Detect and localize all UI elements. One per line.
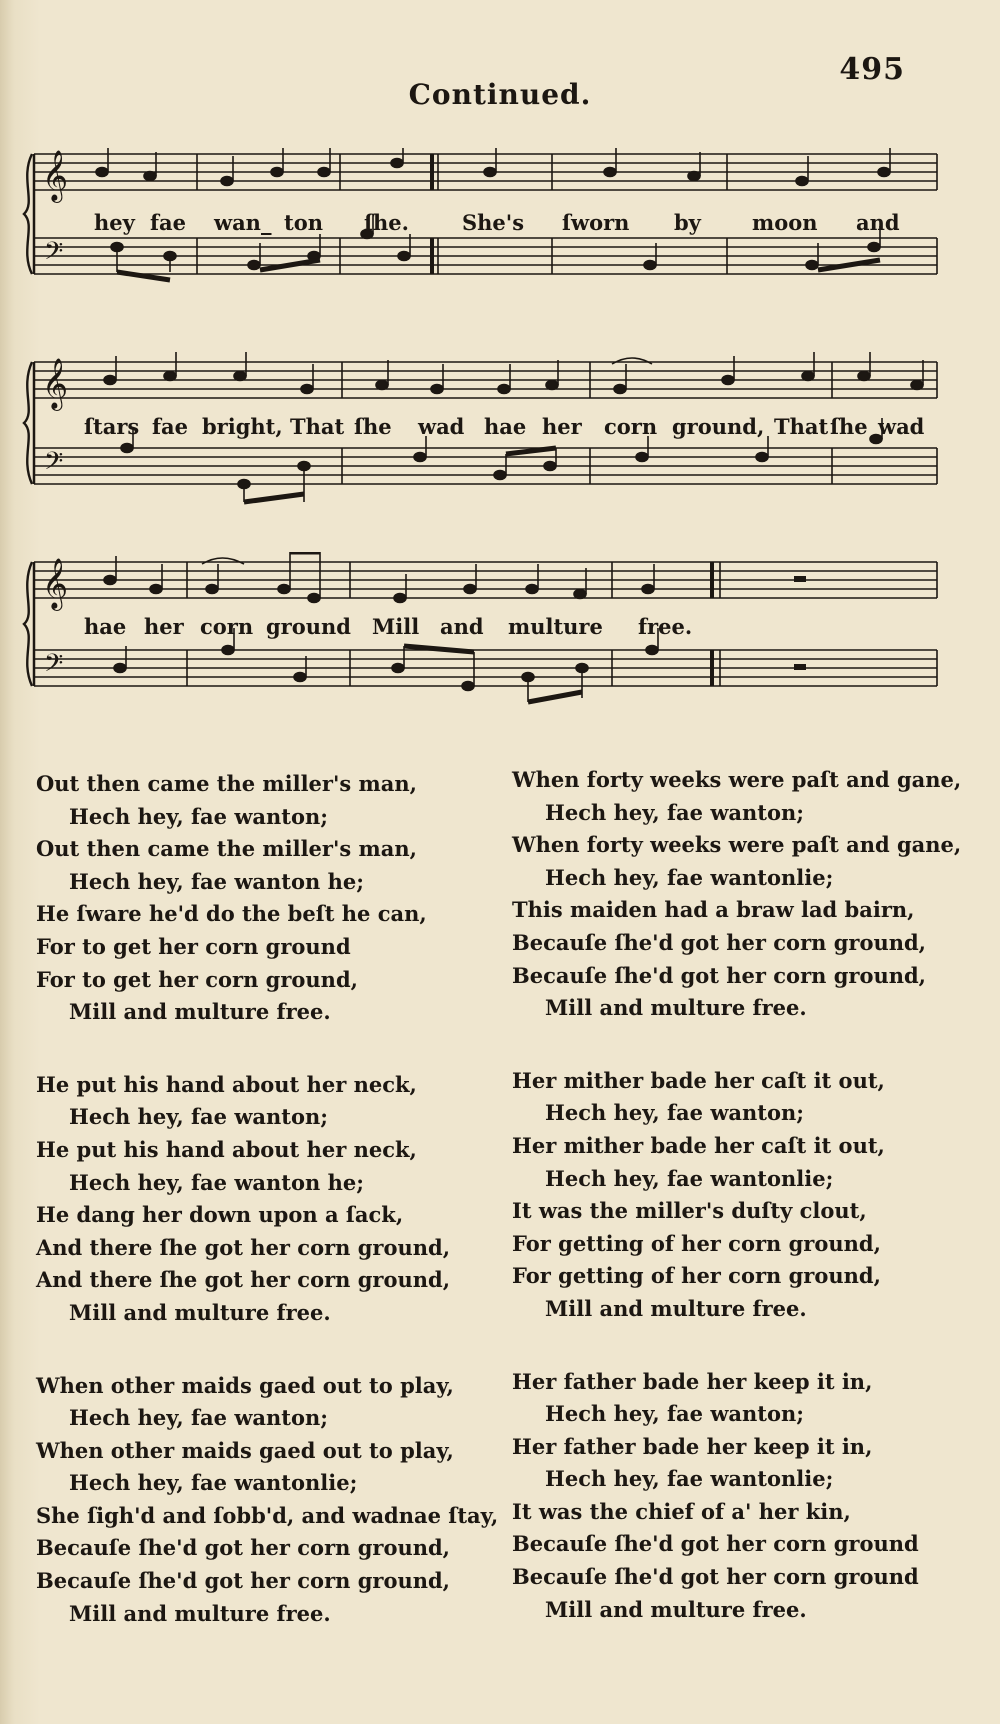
verse-line: Hech hey, fae wanton;: [545, 799, 805, 825]
verse-line: Mill and multure free.: [545, 1295, 807, 1321]
verse-line: Becauſe ſhe'd got her corn ground: [512, 1531, 919, 1557]
stanza: [36, 1370, 499, 1631]
verse-line: Hech hey, fae wanton;: [545, 1401, 805, 1427]
verse-line: For getting of her corn ground,: [512, 1263, 881, 1289]
verse-line: Becauſe ſhe'd got her corn ground: [512, 1564, 919, 1590]
lyric-syllable: wan_: [214, 210, 272, 235]
lyric-syllable: her: [542, 414, 582, 439]
svg-text:𝄞: 𝄞: [42, 358, 69, 409]
verse-line: Her father bade her keep it in,: [512, 1433, 873, 1459]
verse-line: Becauſe ſhe'd got her corn ground,: [512, 962, 926, 988]
verse-line: Mill and multure free.: [69, 1600, 331, 1626]
svg-text:𝄢: 𝄢: [44, 237, 64, 272]
lyric-syllable: hae: [484, 414, 527, 439]
lyric-syllable: ſhe.: [364, 210, 409, 235]
verse-line: She ſigh'd and ſobb'd, and wadnae ſtay,: [36, 1502, 499, 1528]
verse-line: Hech hey, fae wanton;: [69, 1405, 329, 1431]
verse-line: Hech hey, fae wanton he;: [69, 1169, 364, 1195]
lyric-syllable: corn: [604, 414, 658, 439]
stanza: [512, 764, 962, 1025]
verse-line: For to get her corn ground: [36, 933, 351, 959]
verse-line: He dang her down upon a ſack,: [36, 1202, 404, 1228]
lyric-syllable: hey: [94, 210, 135, 235]
page-number: 495: [839, 52, 905, 87]
music-system-2: [22, 352, 942, 522]
verse-column-right: [512, 764, 962, 1666]
verse-line: Becauſe ſhe'd got her corn ground,: [36, 1568, 450, 1594]
svg-text:𝄢: 𝄢: [44, 447, 64, 482]
lyric-syllable: ſworn: [562, 210, 630, 235]
verse-line: He put his hand about her neck,: [36, 1071, 417, 1097]
verse-line: Hech hey, fae wanton;: [69, 803, 329, 829]
verse-line: For to get her corn ground,: [36, 966, 358, 992]
lyric-syllable: bright,: [202, 414, 283, 439]
lyric-syllable: Mill: [372, 614, 420, 639]
verse-line: Her father bade her keep it in,: [512, 1368, 873, 1394]
lyric-syllable: free.: [638, 614, 693, 639]
verse-line: Her mither bade her caſt it out,: [512, 1067, 885, 1093]
verse-line: And there ſhe got her corn ground,: [36, 1234, 451, 1260]
verse-line: When other maids gaed out to play,: [36, 1372, 454, 1398]
verse-line: Mill and multure free.: [545, 995, 807, 1021]
verse-line: He put his hand about her neck,: [36, 1136, 417, 1162]
lyric-syllable: fae: [150, 210, 187, 235]
stanza: [512, 1366, 952, 1627]
lyric-syllable: corn: [200, 614, 254, 639]
lyric-syllable: ſhe: [354, 414, 392, 439]
lyric-syllable: by: [674, 210, 701, 235]
verse-line: Mill and multure free.: [69, 999, 331, 1025]
verse-line: And there ſhe got her corn ground,: [36, 1267, 451, 1293]
verse-line: He ſware he'd do the beſt he can,: [36, 901, 427, 927]
lyric-syllable: That: [774, 414, 829, 439]
lyric-syllable: ton: [284, 210, 323, 235]
lyric-syllable: She's: [462, 210, 525, 235]
lyric-syllable: hae: [84, 614, 127, 639]
lyric-syllable: ſhe: [830, 414, 868, 439]
verse-line: It was the miller's duſty clout,: [512, 1198, 867, 1224]
verse-line: Becauſe ſhe'd got her corn ground,: [36, 1535, 450, 1561]
verse-line: For getting of her corn ground,: [512, 1230, 881, 1256]
verse-line: Her mither bade her caſt it out,: [512, 1132, 885, 1158]
lyric-syllable: wad: [878, 414, 925, 439]
verse-line: This maiden had a braw lad bairn,: [512, 897, 915, 923]
verse-line: Out then came the miller's man,: [36, 836, 417, 862]
verse-line: Mill and multure free.: [69, 1299, 331, 1325]
lyric-syllable: and: [856, 210, 900, 235]
page-heading: Continued.: [408, 78, 592, 111]
verse-line: Hech hey, fae wantonlie;: [69, 1470, 358, 1496]
lyric-syllable: fae: [152, 414, 189, 439]
verse-line: It was the chief of a' her kin,: [512, 1498, 851, 1524]
lyric-syllable: ground,: [672, 414, 765, 439]
verse-line: When other maids gaed out to play,: [36, 1437, 454, 1463]
verse-column-left: [36, 768, 499, 1670]
lyric-syllable: and: [440, 614, 484, 639]
verse-line: Hech hey, fae wanton;: [545, 1100, 805, 1126]
svg-text:𝄞: 𝄞: [42, 558, 69, 609]
svg-text:𝄢: 𝄢: [44, 649, 64, 684]
lyric-syllable: That: [290, 414, 345, 439]
lyric-syllable: her: [144, 614, 184, 639]
lyric-syllable: multure: [508, 614, 603, 639]
lyric-syllable: moon: [752, 210, 818, 235]
stanza: [512, 1065, 952, 1326]
svg-text:𝄞: 𝄞: [42, 150, 69, 201]
verse-line: When forty weeks were paſt and gane,: [512, 832, 962, 858]
verse-line: Becauſe ſhe'd got her corn ground,: [512, 929, 926, 955]
stanza: [36, 768, 476, 1029]
lyric-syllable: ground: [266, 614, 351, 639]
lyric-syllable: wad: [418, 414, 465, 439]
music-system-1: [22, 148, 942, 308]
verse-line: Hech hey, fae wantonlie;: [545, 1165, 834, 1191]
lyric-syllable: ſtars: [84, 414, 140, 439]
verse-line: Out then came the miller's man,: [36, 771, 417, 796]
verse-line: Hech hey, fae wantonlie;: [545, 1466, 834, 1492]
verse-line: Hech hey, fae wantonlie;: [545, 864, 834, 890]
verse-line: When forty weeks were paſt and gane,: [512, 767, 962, 792]
verse-line: Hech hey, fae wanton;: [69, 1104, 329, 1130]
music-system-3: [22, 552, 942, 722]
verse-line: Mill and multure free.: [545, 1596, 807, 1622]
stanza: [36, 1069, 476, 1330]
verse-line: Hech hey, fae wanton he;: [69, 868, 364, 894]
